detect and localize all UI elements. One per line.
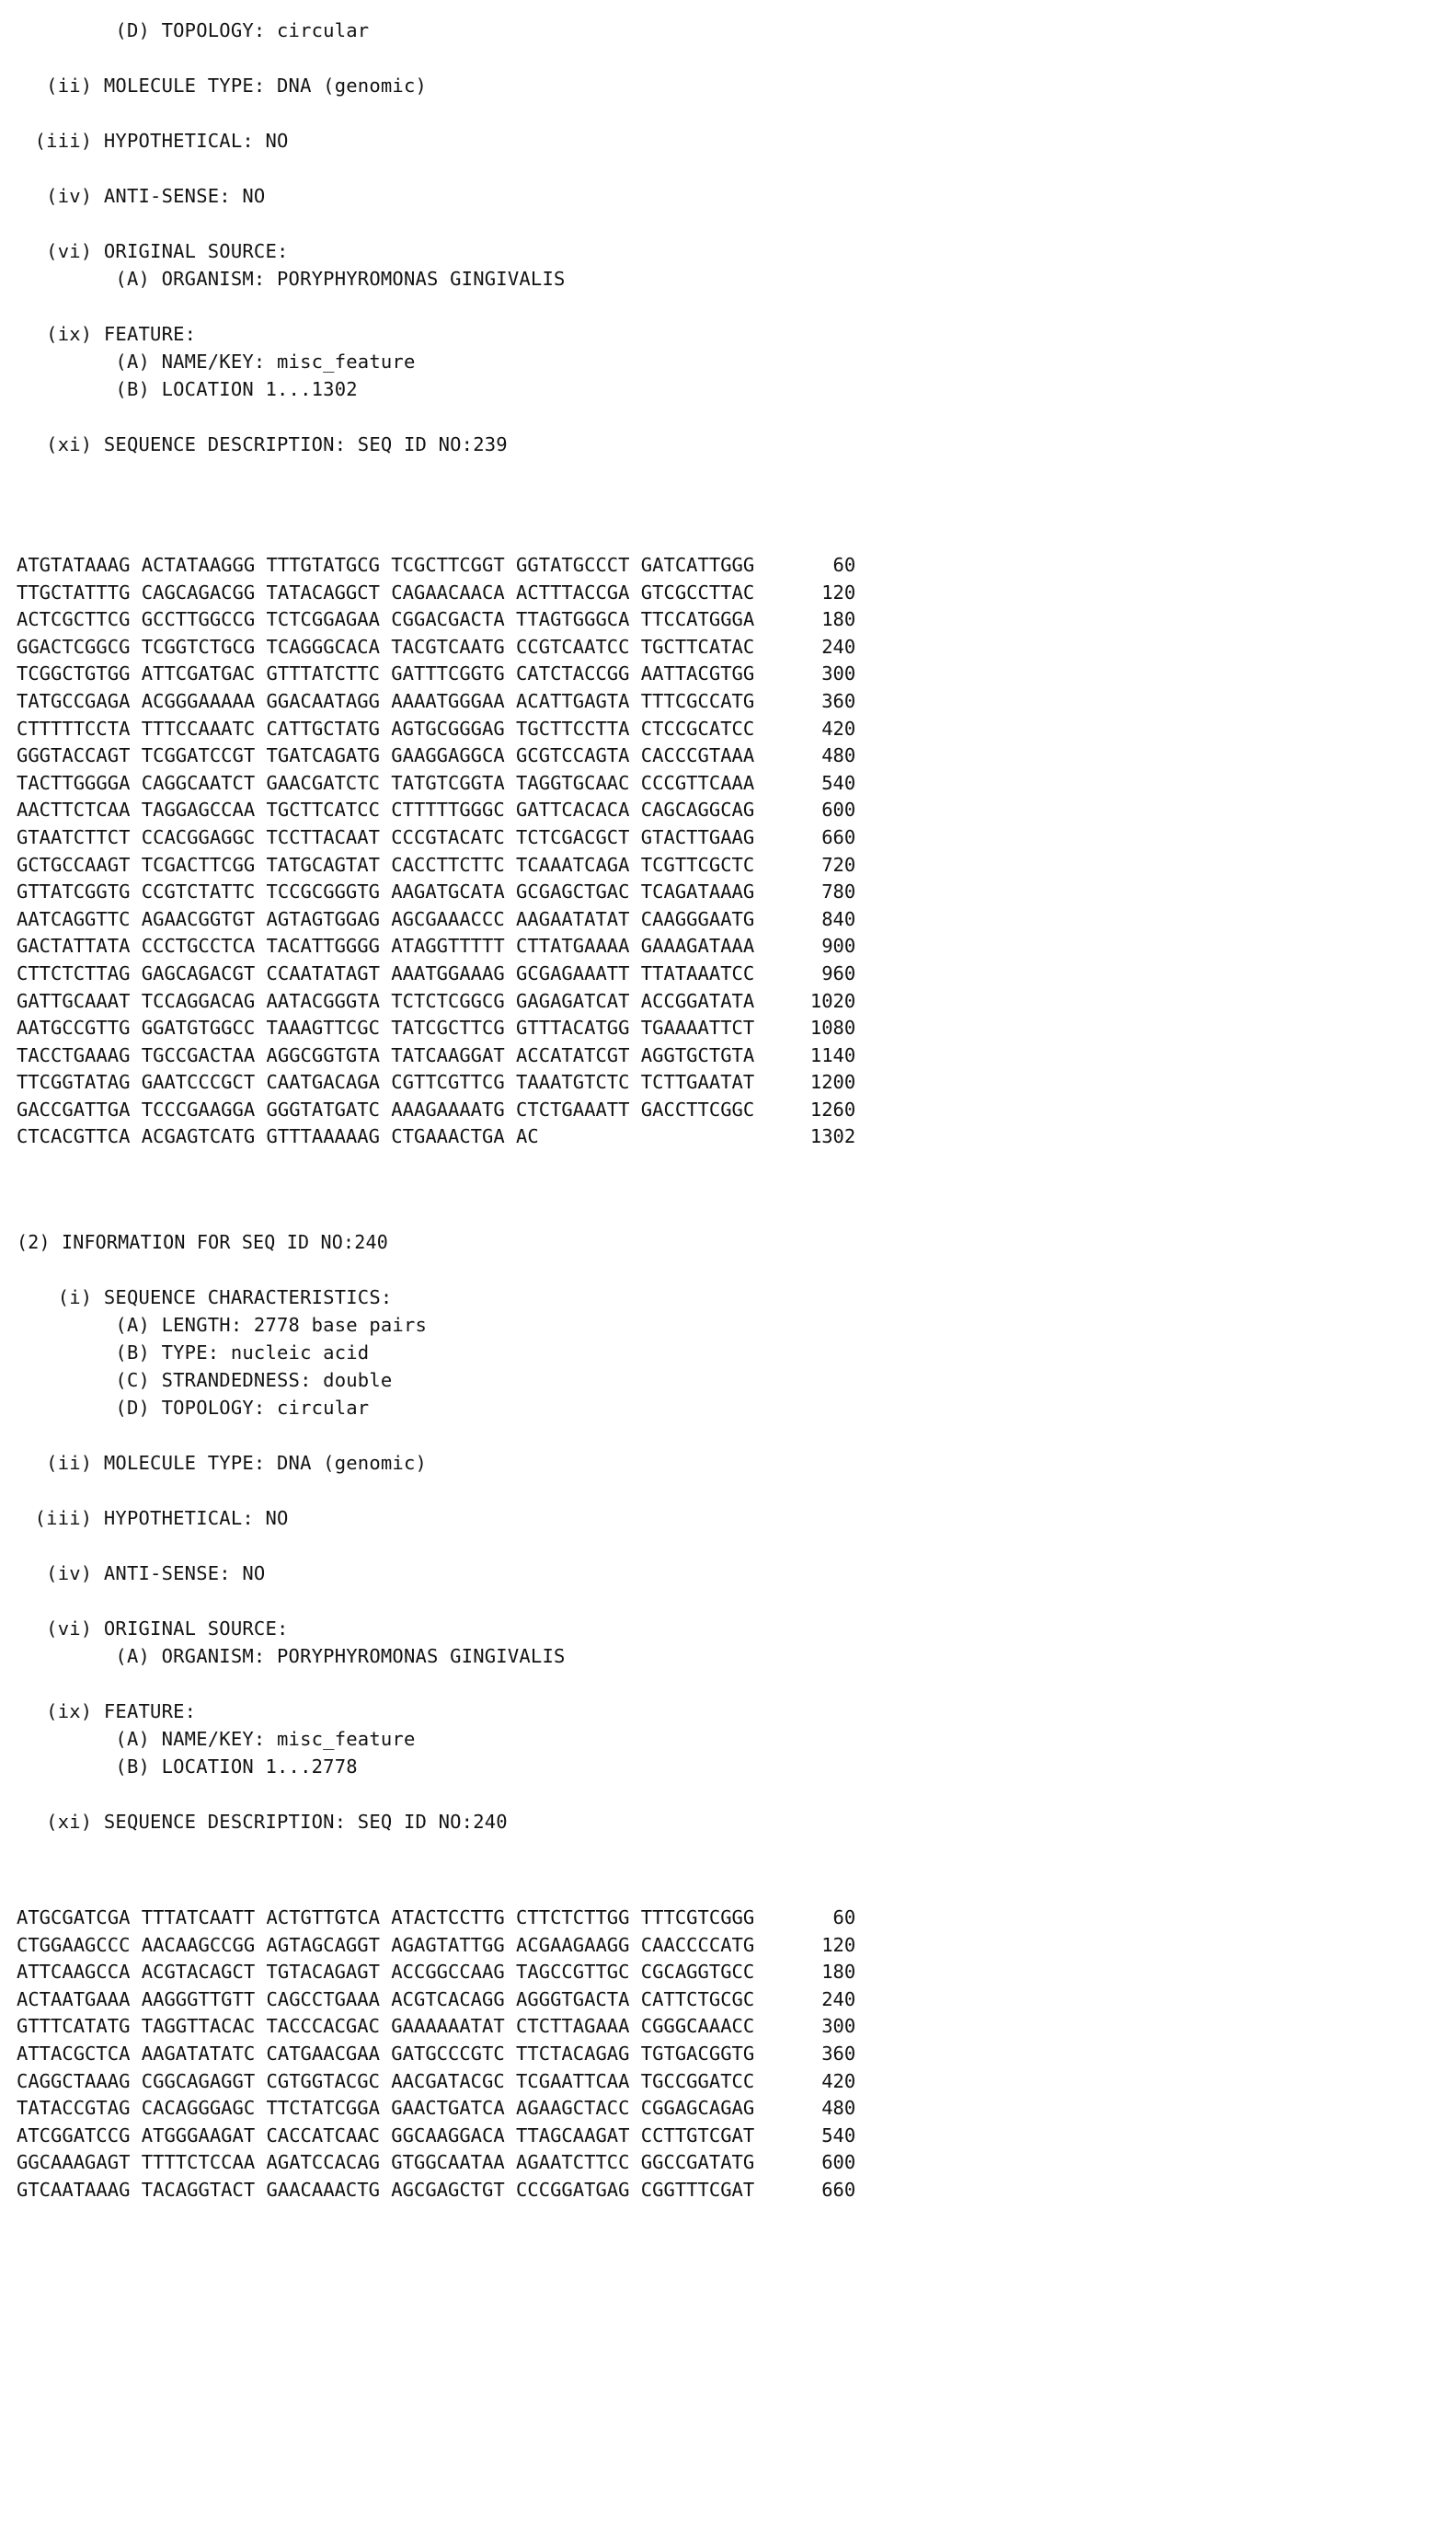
seq-entry-1-bases: CTTCTCTTAG GAGCAGACGT CCAATATAGT AAATGGAAAG GCGAGAAATT TTATAAATCC [17,961,755,984]
seq-entry-1-position: 300 [821,662,856,685]
seq-entry-1-header-line: (A) ORGANISM: PORYPHYROMONAS GINGIVALIS [0,268,566,290]
seq-entry-1-row [17,580,855,607]
seq-entry-2-position: 300 [821,2015,856,2038]
seq-entry-1-position: 360 [821,689,856,712]
seq-entry-1-header-line: (iii) HYPOTHETICAL: NO [0,130,289,152]
seq-entry-1-row [17,797,855,824]
seq-entry-1-bases: AATGCCGTTG GGATGTGGCC TAAAGTTCGC TATCGCTTCG GTTTACATGG TGAAAATTCT [17,1017,755,1040]
seq-entry-1-row [17,933,855,961]
seq-entry-2-bases: ATCGGATCCG ATGGGAAGAT CACCATCAAC GGCAAGGACA TTAGCAAGAT CCTTGTCGAT [17,2123,755,2146]
seq-entry-2-position: 240 [821,1987,856,2010]
seq-entry-1-position: 180 [821,608,856,631]
seq-entry-2-header [0,1283,1456,1836]
seq-entry-2-row [17,2123,855,2150]
seq-entry-2-header-line: (i) SEQUENCE CHARACTERISTICS: [0,1286,393,1308]
seq-entry-1-bases: CTCACGTTCA ACGAGTCATG GTTTAAAAAG CTGAAACTGA AC [17,1125,539,1148]
seq-entry-2-header-line [0,1532,1456,1559]
seq-entry-1-row [17,1097,855,1124]
seq-entry-1-position: 480 [821,744,856,767]
seq-entry-1-position: 780 [821,880,856,903]
seq-entry-1-row [17,879,855,906]
seq-entry-2-header-line: (vi) ORIGINAL SOURCE: [0,1617,289,1640]
seq-entry-1-position: 840 [821,907,856,930]
seq-entry-1-row [17,1069,855,1097]
seq-entry-1-header-line: (A) NAME/KEY: misc_feature [0,351,416,373]
seq-entry-1-row [17,1123,855,1151]
seq-entry-2-row [17,2041,855,2068]
seq-entry-1-position: 1140 [809,1043,856,1066]
seq-entry-1-position: 1260 [809,1098,856,1121]
seq-entry-2-header-line: (B) TYPE: nucleic acid [0,1341,370,1364]
seq-entry-2-header-line [0,1421,1456,1449]
seq-entry-1-position: 1020 [809,989,856,1012]
seq-entry-2-header-line: (A) NAME/KEY: misc_feature [0,1728,416,1750]
seq-entry-1-row [17,1015,855,1042]
seq-entry-2-position: 420 [821,2069,856,2092]
seq-entry-1-header-line [0,99,1456,127]
seq-entry-1-bases: GTTATCGGTG CCGTCTATTC TCCGCGGGTG AAGATGCATA GCGAGCTGAC TCAGATAAAG [17,880,755,903]
seq-entry-2-header-line: (A) LENGTH: 2778 base pairs [0,1314,428,1336]
seq-entry-1-sequence-table [17,552,855,1151]
seq-entry-1-position: 600 [821,799,856,822]
seq-entry-1-row [17,634,855,662]
seq-entry-1-bases: GTAATCTTCT CCACGGAGGC TCCTTACAAT CCCGTACATC TCTCGACGCT GTACTTGAAG [17,825,755,848]
seq-entry-1-row [17,988,855,1016]
seq-entry-1-header-line: (ix) FEATURE: [0,323,197,345]
seq-entry-1-row [17,770,855,798]
seq-entry-2-row [17,2013,855,2041]
seq-entry-1-header-line: (D) TOPOLOGY: circular [0,19,370,41]
seq-entry-1-bases: AATCAGGTTC AGAACGGTGT AGTAGTGGAG AGCGAAACCC AAGAATATAT CAAGGGAATG [17,907,755,930]
seq-entry-2-header-line: (xi) SEQUENCE DESCRIPTION: SEQ ID NO:240 [0,1811,508,1833]
seq-entry-2-bases: ATTCAAGCCA ACGTACAGCT TGTACAGAGT ACCGGCCAAG TAGCCGTTGC CGCAGGTGCC [17,1961,755,1984]
seq-entry-1-header-line: (B) LOCATION 1...1302 [0,378,358,400]
seq-entry-1-position: 420 [821,717,856,740]
seq-entry-2-position: 600 [821,2151,856,2174]
seq-entry-2-header-line: (C) STRANDEDNESS: double [0,1369,393,1391]
seq-entry-1-position: 1200 [809,1071,856,1094]
seq-entry-1-header-line [0,293,1456,320]
seq-entry-2-sequence-table [17,1905,855,2204]
seq-entry-1-bases: GACTATTATA CCCTGCCTCA TACATTGGGG ATAGGTTTTT CTTATGAAAA GAAAGATAAA [17,935,755,958]
seq-entry-1-row [17,606,855,634]
seq-entry-2-row [17,2095,855,2123]
seq-entry-1-position: 900 [821,935,856,958]
seq-entry-1-position: 120 [821,581,856,604]
seq-entry-2-bases: GGCAAAGAGT TTTTCTCCAA AGATCCACAG GTGGCAATAA AGAATCTTCC GGCCGATATG [17,2151,755,2174]
seq-entry-1-bases: GCTGCCAAGT TCGACTTCGG TATGCAGTAT CACCTTCTTC TCAAATCAGA TCGTTCGCTC [17,853,755,876]
seq-entry-1-bases: ATGTATAAAG ACTATAAGGG TTTGTATGCG TCGCTTCGGT GGTATGCCCT GATCATTGGG [17,554,755,576]
seq-entry-2-row [17,1959,855,1986]
seq-entry-2-row [17,1986,855,2014]
seq-entry-1-position: 240 [821,635,856,658]
seq-entry-2-header-line [0,1587,1456,1615]
seq-entry-1-bases: GACCGATTGA TCCCGAAGGA GGGTATGATC AAAGAAAATG CTCTGAAATT GACCTTCGGC [17,1098,755,1121]
seq-entry-2-bases: CAGGCTAAAG CGGCAGAGGT CGTGGTACGC AACGATACGC TCGAATTCAA TGCCGGATCC [17,2069,755,2092]
seq-entry-1-position: 960 [821,961,856,984]
seq-entry-1-header-line [0,210,1456,237]
seq-entry-2-header-line: (ix) FEATURE: [0,1700,197,1722]
seq-entry-1-row [17,688,855,716]
seq-entry-2-header-line: (ii) MOLECULE TYPE: DNA (genomic) [0,1452,428,1474]
seq-entry-1-position: 1080 [809,1017,856,1040]
seq-entry-1-header-line [0,44,1456,72]
seq-entry-1-position: 60 [832,554,856,576]
seq-entry-2-position: 480 [821,2097,856,2120]
seq-entry-1-bases: TCGGCTGTGG ATTCGATGAC GTTTATCTTC GATTTCGGTG CATCTACCGG AATTACGTGG [17,662,755,685]
seq-entry-2-row [17,2177,855,2204]
seq-entry-1-position: 660 [821,825,856,848]
seq-entry-2-bases: ATGCGATCGA TTTATCAATT ACTGTTGTCA ATACTCCTTG CTTCTCTTGG TTTCGTCGGG [17,1906,755,1928]
seq-entry-1-header [0,17,1456,458]
seq-entry-2-header-line: (B) LOCATION 1...2778 [0,1755,358,1778]
seq-entry-2-title: (2) INFORMATION FOR SEQ ID NO:240 [17,1231,388,1253]
seq-entry-2-header-line: (A) ORGANISM: PORYPHYROMONAS GINGIVALIS [0,1645,566,1667]
seq-entry-1-row [17,716,855,743]
seq-entry-1-position: 540 [821,771,856,794]
seq-entry-1-row [17,961,855,988]
seq-entry-2-header-line: (iv) ANTI-SENSE: NO [0,1562,266,1584]
seq-entry-1-header-line [0,403,1456,431]
seq-entry-2-bases: ATTACGCTCA AAGATATATC CATGAACGAA GATGCCCGTC TTCTACAGAG TGTGACGGTG [17,2042,755,2065]
seq-entry-1-row [17,742,855,770]
seq-entry-2-header-line [0,1780,1456,1808]
seq-entry-2-row [17,1932,855,1960]
seq-entry-1-bases: TACTTGGGGA CAGGCAATCT GAACGATCTC TATGTCGGTA TAGGTGCAAC CCCGTTCAAA [17,771,755,794]
seq-entry-2-position: 540 [821,2123,856,2146]
seq-entry-1-position: 1302 [809,1125,856,1148]
seq-entry-2-header-line [0,1670,1456,1698]
seq-entry-1-bases: GGACTCGGCG TCGGTCTGCG TCAGGGCACA TACGTCAATG CCGTCAATCC TGCTTCATAC [17,635,755,658]
seq-entry-2-row [17,2149,855,2177]
seq-entry-1-bases: TACCTGAAAG TGCCGACTAA AGGCGGTGTA TATCAAGGAT ACCATATCGT AGGTGCTGTA [17,1043,755,1066]
seq-entry-2-bases: ACTAATGAAA AAGGGTTGTT CAGCCTGAAA ACGTCACAGG AGGGTGACTA CATTCTGCGC [17,1987,755,2010]
seq-entry-2-header-line: (iii) HYPOTHETICAL: NO [0,1507,289,1529]
seq-entry-2-position: 660 [821,2178,856,2201]
seq-entry-1-position: 720 [821,853,856,876]
seq-entry-1-bases: CTTTTTCCTA TTTCCAAATC CATTGCTATG AGTGCGGGAG TGCTTCCTTA CTCCGCATCC [17,717,755,740]
seq-entry-1-bases: GGGTACCAGT TCGGATCCGT TGATCAGATG GAAGGAGGCA GCGTCCAGTA CACCCGTAAA [17,744,755,767]
seq-entry-1-bases: ACTCGCTTCG GCCTTGGCCG TCTCGGAGAA CGGACGACTA TTAGTGGGCA TTCCATGGGA [17,608,755,631]
seq-entry-2-header-line: (D) TOPOLOGY: circular [0,1397,370,1419]
seq-entry-1-row [17,1042,855,1070]
seq-entry-2-position: 120 [821,1933,856,1956]
seq-entry-1-row [17,824,855,852]
seq-entry-2-bases: CTGGAAGCCC AACAAGCCGG AGTAGCAGGT AGAGTATTGG ACGAAGAAGG CAACCCCATG [17,1933,755,1956]
seq-entry-2-position: 360 [821,2042,856,2065]
seq-entry-2-row [17,1905,855,1932]
seq-entry-2-bases: GTTTCATATG TAGGTTACAC TACCCACGAC GAAAAAATAT CTCTTAGAAA CGGGCAAACC [17,2015,755,2038]
seq-entry-1-header-line: (ii) MOLECULE TYPE: DNA (genomic) [0,75,428,97]
seq-entry-1-row [17,661,855,688]
seq-entry-2-position: 60 [832,1906,856,1928]
seq-entry-1-bases: AACTTCTCAA TAGGAGCCAA TGCTTCATCC CTTTTTGGGC GATTCACACA CAGCAGGCAG [17,799,755,822]
seq-entry-2-bases: GTCAATAAAG TACAGGTACT GAACAAACTG AGCGAGCTGT CCCGGATGAG CGGTTTCGAT [17,2178,755,2201]
seq-entry-1-bases: TTGCTATTTG CAGCAGACGG TATACAGGCT CAGAACAACA ACTTTACCGA GTCGCCTTAC [17,581,755,604]
seq-entry-2-bases: TATACCGTAG CACAGGGAGC TTCTATCGGA GAACTGATCA AGAAGCTACC CGGAGCAGAG [17,2097,755,2120]
seq-entry-1-header-line: (iv) ANTI-SENSE: NO [0,185,266,207]
seq-entry-2-header-line [0,1477,1456,1504]
seq-entry-1-header-line: (vi) ORIGINAL SOURCE: [0,240,289,262]
seq-entry-1-row [17,852,855,880]
seq-entry-1-bases: GATTGCAAAT TCCAGGACAG AATACGGGTA TCTCTCGGCG GAGAGATCAT ACCGGATATA [17,989,755,1012]
seq-entry-1-header-line: (xi) SEQUENCE DESCRIPTION: SEQ ID NO:239 [0,433,508,455]
seq-entry-2-row [17,2068,855,2096]
seq-entry-1-bases: TTCGGTATAG GAATCCCGCT CAATGACAGA CGTTCGTTCG TAAATGTCTC TCTTGAATAT [17,1071,755,1094]
seq-entry-1-row [17,552,855,580]
seq-entry-1-row [17,906,855,934]
seq-entry-1-header-line [0,155,1456,182]
seq-entry-1-bases: TATGCCGAGA ACGGGAAAAA GGACAATAGG AAAATGGGAA ACATTGAGTA TTTCGCCATG [17,689,755,712]
seq-entry-2-position: 180 [821,1961,856,1984]
